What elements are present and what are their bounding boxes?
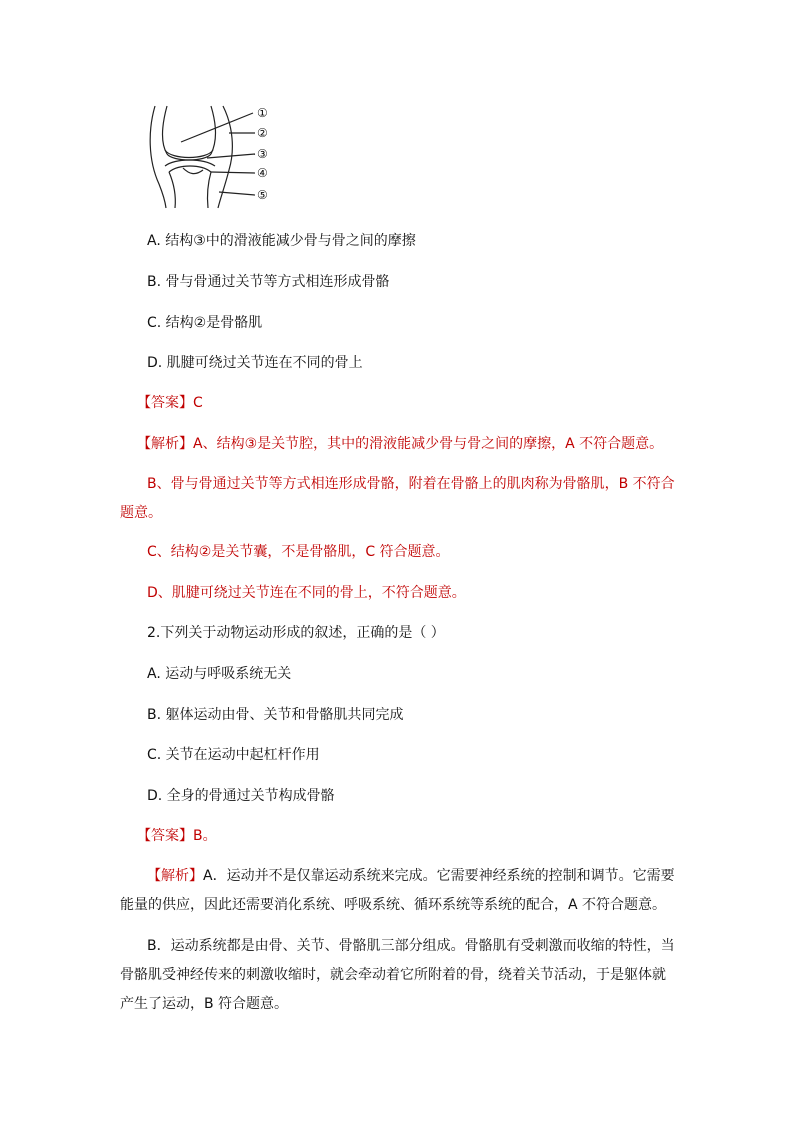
label-4: ④ — [257, 166, 268, 180]
joint-diagram — [145, 100, 280, 210]
q1-option-c: C. 结构②是骨骼肌 — [147, 315, 263, 331]
analysis-text: A．运动并不是仅靠运动系统来完成。它需要神经系统的控制和调节。它需要能量的供应，因此还需要消化系统、呼吸系统、循环系统等系统的配合，A 不符合题意。 — [120, 868, 675, 913]
q1-analysis-b: B、骨与骨通过关节等方式相连形成骨骼，附着在骨骼上的肌肉称为骨骼肌，B 不符合题意。 — [120, 476, 675, 521]
q2-answer — [137, 826, 217, 846]
analysis-tag: 【解析】 — [147, 868, 203, 884]
answer-tag: 【答案】 — [137, 828, 193, 844]
q1-answer — [137, 393, 203, 413]
analysis-tag: 【解析】 — [137, 436, 193, 452]
label-3: ③ — [257, 147, 268, 161]
q2-option-b: B. 躯体运动由骨、关节和骨骼肌共同完成 — [147, 707, 404, 723]
label-1: ① — [257, 106, 268, 120]
answer-value: B。 — [193, 828, 217, 844]
q2-analysis-b: B．运动系统都是由骨、关节、骨骼肌三部分组成。骨骼肌有受刺激而收缩的特性，当骨骼肌受神经传来的刺激收缩时，就会牵动着它所附着的骨，绕着关节活动，于是躯体就产生了运动，B 符合题意。 — [120, 938, 675, 1012]
label-2: ② — [257, 126, 268, 140]
q1-option-b: B. 骨与骨通过关节等方式相连形成骨骼 — [147, 274, 390, 290]
q1-option-d: D. 肌腱可绕过关节连在不同的骨上 — [147, 355, 363, 371]
q1-analysis-a — [137, 434, 663, 454]
q2-option-a: A. 运动与呼吸系统无关 — [147, 666, 292, 682]
analysis-text: A、结构③是关节腔，其中的滑液能减少骨与骨之间的摩擦，A 不符合题意。 — [193, 436, 664, 452]
q2-stem: 2.下列关于动物运动形成的叙述，正确的是（ ） — [147, 625, 445, 641]
answer-value: C — [193, 395, 203, 411]
q1-analysis-d: D、肌腱可绕过关节连在不同的骨上，不符合题意。 — [147, 585, 466, 601]
q2-option-d: D. 全身的骨通过关节构成骨骼 — [147, 788, 335, 804]
label-5: ⑤ — [257, 188, 268, 202]
answer-tag: 【答案】 — [137, 395, 193, 411]
q1-analysis-c: C、结构②是关节囊，不是骨骼肌，C 符合题意。 — [147, 544, 450, 560]
q1-option-a: A. 结构③中的滑液能减少骨与骨之间的摩擦 — [147, 233, 416, 249]
q2-analysis-a — [120, 862, 676, 920]
q2-option-c: C. 关节在运动中起杠杆作用 — [147, 747, 320, 763]
